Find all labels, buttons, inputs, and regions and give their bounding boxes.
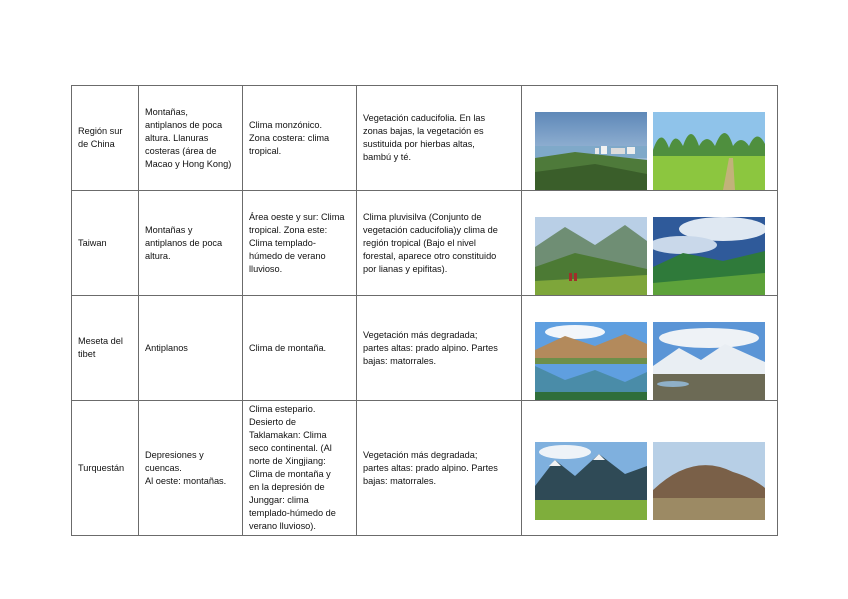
relief-cell: Montañas, antiplanos de poca altura. Llanuras costeras (área de Macao y Hong Kong) — [139, 86, 243, 191]
mountain-valley-photo — [535, 204, 647, 282]
climate-cell: Área oeste y sur: Clima tropical. Zona este: Clima templado- húmedo de verano lluvioso. — [243, 191, 357, 296]
region-cell: Región sur de China — [72, 86, 139, 191]
relief-cell: Montañas y antiplanos de poca altura. — [139, 191, 243, 296]
table-row — [72, 401, 778, 536]
lake-reflection-photo — [535, 309, 647, 387]
region-cell: Taiwan — [72, 191, 139, 296]
relief-cell: Antiplanos — [139, 296, 243, 401]
climate-cell: Clima estepario. Desierto de Taklamakan: Clima seco continental. (Al norte de Xingjiang: Clima de montaña y en la depresión de Junggar: clima templado-húmedo de verano lluvioso). — [243, 401, 357, 536]
regions-table — [71, 85, 778, 536]
dry-hill-photo — [653, 429, 765, 507]
snowy-mountains-photo — [653, 309, 765, 387]
table-row — [72, 191, 778, 296]
region-cell: Turquestán — [72, 401, 139, 536]
cloudy-hills-photo — [653, 204, 765, 282]
coastal-city-photo — [535, 99, 647, 177]
table-row — [72, 296, 778, 401]
vegetation-cell: Vegetación caducifolia. En las zonas bajas, la vegetación es sustituida por hierbas altas, bambú y té. — [357, 86, 522, 191]
photos-cell — [522, 191, 778, 296]
green-mountains-photo — [535, 429, 647, 507]
climate-cell: Clima de montaña. — [243, 296, 357, 401]
vegetation-cell: Vegetación más degradada; partes altas: prado alpino. Partes bajas: matorrales. — [357, 401, 522, 536]
photos-cell — [522, 296, 778, 401]
relief-cell: Depresiones y cuencas. Al oeste: montañas. — [139, 401, 243, 536]
region-cell: Meseta del tibet — [72, 296, 139, 401]
vegetation-cell: Clima pluvisilva (Conjunto de vegetación caducifolia)y clima de región tropical (Bajo el nivel forestal, aparece otro constituido por lianas y epifitas). — [357, 191, 522, 296]
vegetation-cell: Vegetación más degradada; partes altas: prado alpino. Partes bajas: matorrales. — [357, 296, 522, 401]
table-row — [72, 86, 778, 191]
photos-cell — [522, 401, 778, 536]
photos-cell — [522, 86, 778, 191]
climate-cell: Clima monzónico. Zona costera: clima tropical. — [243, 86, 357, 191]
karst-hills-photo — [653, 99, 765, 177]
